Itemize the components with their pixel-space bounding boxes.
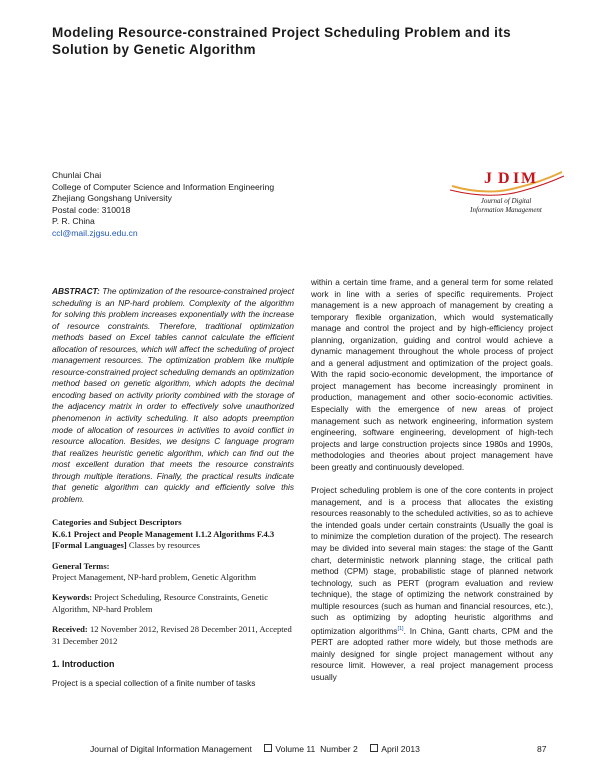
abstract-text: The optimization of the resource-constrained project scheduling is an NP-hard problem. Complexity of the algorithm for solving this problem increases exponentially with the increase of resource constraints. Therefore, traditional optimization methods based on Excel tables cannot calculate the efficient allocation of resources, which will affect the scheduling of project management resources. The optimization problem like multiple resource-constrained project scheduling demands an optimization method based on genetic algorithm, which adopts the decimal encoding based on activity priority combined with the storage of the adjacency matrix in order to effectively solve unauthorized phenomenon in activity scheduling. It also adopts preemption mode of allocation of resources in activities to avoid conflict in resource allocation. Besides, we designs C language program that realizes heuristic genetic algorithm, which can find out the most excellent duration that meets the resource constraints through multiple iterations. Finally, the practical results indicate that genetic algorithm can quickly and efficiently solve this problem. bbox=[52, 286, 295, 504]
logo-letter: I bbox=[513, 170, 520, 187]
categories-heading: Categories and Subject Descriptors bbox=[52, 517, 182, 528]
general-terms-section bbox=[52, 561, 294, 584]
paper-title: Modeling Resource-constrained Project Scheduling Problem and its Solution by Genetic Algorithm bbox=[52, 25, 511, 57]
general-terms-heading: General Terms: bbox=[52, 560, 110, 571]
categories-section bbox=[52, 517, 294, 551]
keywords-label: Keywords: bbox=[52, 592, 93, 603]
author-email-link[interactable]: ccl@mail.zjgsu.edu.cn bbox=[52, 227, 138, 238]
keywords-text: Project Scheduling, Resource Constraints, Genetic Algorithm, NP-hard Problem bbox=[52, 592, 269, 614]
footer-number: Number 2 bbox=[320, 744, 358, 754]
author-block bbox=[52, 170, 322, 240]
received-label: Received: bbox=[52, 624, 88, 635]
citation-link[interactable]: [1] bbox=[397, 625, 404, 632]
received-text: 12 November 2012, Revised 28 December 2011, Accepted 31 December 2012 bbox=[52, 624, 292, 646]
page-footer bbox=[90, 744, 550, 754]
footer-volume: Volume 11 bbox=[275, 744, 316, 754]
categories-bold: K.6.1 Project and People Management I.1.2 Algorithms F.4.3 [Formal Languages] bbox=[52, 528, 275, 551]
body-text: Project scheduling problem is one of the core contents in project management, and is a process that allocates the existing resources reasonably to the scheduled activities, so as to achieve the intended goals under certain constraints (Usually the goal is to minimize the completion duration of the project). The research may be divided into several main stages: the stage of the Gantt chart, deterministic network planning stage, the critical path method (CPM) stage, probabilistic stage of planned network technology, such as PERT (program evaluation and review technique), the stage of optimizing the network constrained by multiple resources (such as human and financial resources, etc.), such as optimizing by adopting heuristic algorithms and optimization algorithms bbox=[311, 485, 553, 636]
logo-letter: M bbox=[521, 170, 537, 187]
page-number: 87 bbox=[537, 744, 547, 754]
logo-wordmark bbox=[446, 170, 566, 192]
left-column bbox=[52, 286, 294, 689]
logo-caption-line: Journal of Digital bbox=[480, 197, 532, 205]
author-name: Chunlai Chai bbox=[52, 170, 102, 180]
abstract-label: ABSTRACT: bbox=[52, 286, 100, 296]
logo-letter: J bbox=[484, 170, 492, 187]
footer-date: April 2013 bbox=[381, 744, 420, 754]
author-postal: Postal code: 310018 bbox=[52, 204, 131, 215]
square-bullet-icon bbox=[264, 744, 272, 752]
abstract bbox=[52, 286, 294, 505]
general-terms-text: Project Management, NP-hard problem, Genetic Algorithm bbox=[52, 572, 257, 583]
keywords-section bbox=[52, 592, 294, 615]
square-bullet-icon bbox=[370, 744, 378, 752]
journal-logo bbox=[446, 168, 566, 224]
received-section bbox=[52, 624, 294, 647]
author-country: P. R. China bbox=[52, 216, 95, 227]
logo-caption bbox=[446, 197, 566, 215]
intro-heading: 1. Introduction bbox=[52, 659, 115, 670]
categories-body bbox=[52, 529, 294, 552]
footer-journal: Journal of Digital Information Management bbox=[90, 744, 252, 754]
categories-rest: Classes by resources bbox=[126, 540, 200, 551]
logo-letter: D bbox=[498, 170, 510, 187]
body-paragraph bbox=[311, 485, 553, 683]
right-column bbox=[311, 277, 553, 683]
author-university: Zhejiang Gongshang University bbox=[52, 193, 172, 204]
intro-text: Project is a special collection of a finite number of tasks bbox=[52, 677, 256, 688]
body-text: . In China, Gantt charts, CPM and the PERT are adopted rather more widely, but those methods are mainly designed for single project management without any resource limit. However, a real project management process usually bbox=[311, 625, 553, 682]
body-paragraph: within a certain time frame, and a general term for some related work in line with a series of specific requirements. Project management is a new approach of management by creating a temporary flexible organization, which would systematically manage and control the project and by high-efficiency project planning, organization, guiding and control would achieve a dynamic management throughout the whole process of project and a general adjustment and optimization of the project goals. With the rapid socio-economic development, the importance of project management has become increasingly prominent in production, management and other socio-economic activities. Especially with the emergence of new areas of project management such as network engineering, information system engineering, software engineering, development of high-tech projects and large construction projects since 1980s and 1990s, methodologies and theories about project management have been greatly and continuously developed. bbox=[311, 277, 553, 472]
author-affiliation: College of Computer Science and Information Engineering bbox=[52, 181, 275, 192]
logo-caption-line: Information Management bbox=[470, 206, 542, 214]
